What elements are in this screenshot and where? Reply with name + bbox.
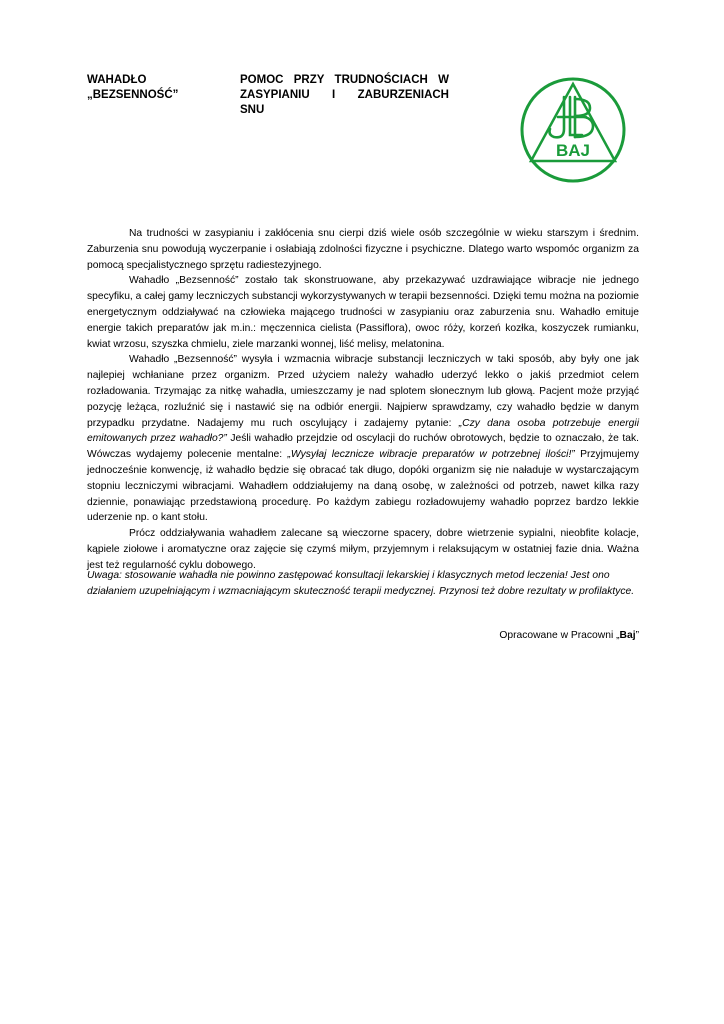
paragraph-1: Na trudności w zasypianiu i zakłócenia snu cierpi dziś wiele osób szczególnie w wieku starszym i średnim. Zaburzenia snu powodują wyczerpanie i osłabiają zdolności fizyczne i psychiczne. Dlatego warto wspomóc organizm za pomocą specjalistycznego sprzętu radiestezyjnego. bbox=[87, 228, 639, 271]
paragraph-3-part-c: Przyjmujemy jednocześnie konwencję, iż wahadło będzie się obracać tak długo, dopóki organizm się nie naładuje w wystarczającym stopniu leczniczymi wibracjami. Wahadłem oddziałujemy na daną osobę, w zależności od potrzeb, nawet kilka razy dziennie, ponawiając przedstawioną procedurę. Po każdym zabiegu rozładowujemy wahadło poprzez bardzo lekkie uderzenie np. o kant stołu. bbox=[87, 449, 639, 524]
warning-note: Uwaga: stosowanie wahadła nie powinno zastępować konsultacji lekarskiej i klasycznych metod leczenia! Jest ono działaniem uzupełniającym i wzmacniającym skuteczność terapii medycznej. Przynosi też dobre rezultaty w profilaktyce. bbox=[87, 570, 635, 597]
document-title bbox=[240, 73, 449, 118]
credit-name: Baj bbox=[619, 630, 636, 641]
command-text: „Wysyłaj lecznicze wibracje preparatów w potrzebnej ilości!” bbox=[287, 449, 575, 461]
title-line2: ZASYPIANIU I ZABURZENIACH bbox=[240, 89, 449, 101]
product-name-line2: „BEZSENNOŚĆ” bbox=[87, 89, 179, 101]
credit-line bbox=[499, 628, 639, 643]
credit-suffix: ” bbox=[635, 630, 639, 641]
question-text: „Czy dana osoba potrzebuje energii emitowanych przez wahadło?” bbox=[87, 417, 639, 445]
paragraph-2: Wahadło „Bezsenność” zostało tak skonstruowane, aby przekazywać uzdrawiające wibracje nie jednego specyfiku, a całej gamy leczniczych substancji wykorzystywanych w terapii bezsenności. Dzięki temu można na poziomie energetycznym oddziaływać na człowieka mającego trudności w zasypianiu oraz zaburzenia snu. Wahadło emituje energie takich preparatów jak m.in.: męczennica cielista (Passiflora), owoc róży, korzeń kozłka, koszyczek rumianku, kwiat wrzosu, szyszka chmielu, ziele marzanki wonnej, liść melisy, melatonina. bbox=[87, 275, 639, 350]
baj-logo bbox=[520, 77, 626, 183]
paragraph-3-part-a: Wahadło „Bezsenność” wysyła i wzmacnia wibracje substancji leczniczych w taki sposób, aby były one jak najlepiej wchłaniane przez organizm. Przed użyciem należy wahadło uderzyć lekko o jakiś przedmiot celem rozładowania. Trzymając za nitkę wahadła, umieszczamy je nad splotem słonecznym lub głową. Pacjent może przyjąć pozycję leżąca, rozluźnić się i nastawić się na odbiór energii. Najpierw sprawdzamy, czy wahadło będzie w danym przypadku przydatne. Nadajemy mu ruch oscylujący i zadajemy pytanie: bbox=[87, 354, 639, 429]
product-name bbox=[87, 73, 178, 103]
paragraph-3 bbox=[87, 352, 639, 526]
title-line1: POMOC PRZY TRUDNOŚCIACH W bbox=[240, 74, 449, 86]
paragraph-3-part-b: Jeśli wahadło przejdzie od oscylacji do ruchów obrotowych, będzie to oznaczało, że tak. Wówczas wydajemy polecenie mentalne: bbox=[87, 433, 639, 461]
paragraph-4: Prócz oddziaływania wahadłem zalecane są wieczorne spacery, dobre wietrzenie sypialni, nieobfite kolacje, kąpiele ziołowe i aromatyczne oraz zajęcie się czymś miłym, przyjemnym i relaksującym w ostatniej fazie dnia. Ważna jest też regularność cyklu dobowego. bbox=[87, 528, 639, 571]
product-name-line1: WAHADŁO bbox=[87, 74, 147, 86]
logo-text: BAJ bbox=[555, 141, 591, 160]
title-line3: SNU bbox=[240, 104, 265, 116]
body-text bbox=[87, 226, 639, 574]
credit-prefix: Opracowane w Pracowni „ bbox=[499, 630, 620, 641]
